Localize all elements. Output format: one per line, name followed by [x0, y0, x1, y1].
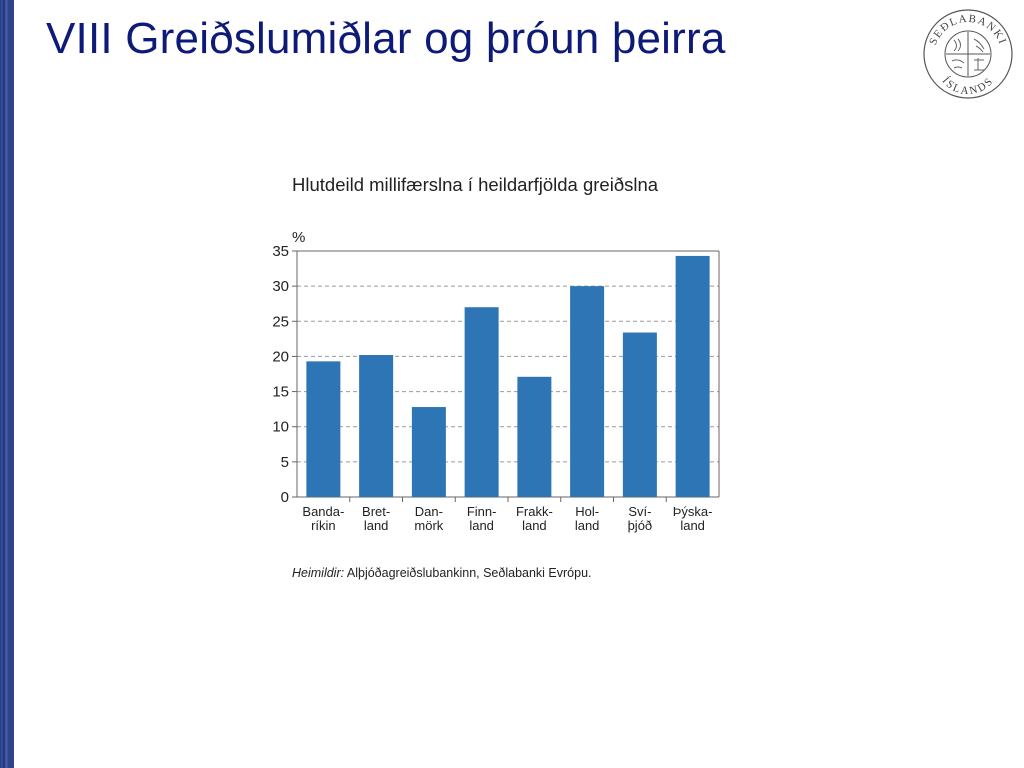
bar — [306, 361, 340, 497]
bar — [623, 333, 657, 497]
y-tick-label: 30 — [272, 278, 289, 296]
sedlabanki-islands-seal-icon — [918, 6, 1018, 102]
y-tick-label: 5 — [280, 453, 289, 471]
x-tick-label: Dan- — [414, 504, 443, 519]
y-tick-label: 25 — [272, 313, 289, 331]
x-tick-label: ríkin — [311, 518, 336, 533]
x-tick-label: þjóð — [627, 518, 653, 533]
chart-title: Hlutdeild millifærslna í heildarfjölda greiðslna — [292, 174, 659, 195]
x-tick-label: Finn- — [466, 504, 497, 519]
y-tick-label: 35 — [272, 243, 289, 260]
x-tick-label: land — [469, 518, 494, 533]
x-tick-label: land — [574, 518, 600, 533]
y-axis-unit-label: % — [292, 229, 306, 246]
source-note — [292, 566, 592, 580]
x-tick-label: Hol- — [575, 504, 600, 519]
x-tick-label: land — [522, 518, 547, 533]
bar — [412, 407, 446, 497]
bar — [676, 256, 710, 497]
bar — [517, 377, 551, 497]
bar — [570, 286, 604, 497]
x-tick-label: mörk — [414, 518, 444, 533]
x-tick-label: Banda- — [302, 504, 345, 519]
y-tick-label: 15 — [272, 383, 289, 401]
x-tick-label: Sví- — [628, 504, 652, 519]
left-decorative-stripe — [0, 0, 14, 768]
bar — [465, 307, 499, 497]
y-tick-label: 10 — [272, 418, 289, 436]
bar — [359, 355, 393, 497]
bar-chart — [250, 240, 740, 540]
slide-title: VIII Greiðslumiðlar og þróun þeirra — [46, 14, 726, 63]
source-text: Alþjóðagreiðslubankinn, Seðlabanki Evrópu. — [346, 566, 592, 580]
y-tick-label: 0 — [280, 489, 289, 506]
x-tick-label: Bret- — [362, 504, 391, 519]
x-tick-label: Frakk- — [515, 504, 553, 519]
source-label: Heimildir: — [292, 566, 345, 580]
x-tick-label: land — [680, 518, 705, 533]
logo-text-top: SEÐLABANKI — [927, 12, 1009, 47]
y-tick-label: 20 — [272, 348, 289, 366]
x-tick-label: land — [363, 518, 389, 533]
logo-text-bottom: ÍSLANDS — [939, 74, 997, 98]
x-tick-label: Þýska- — [672, 504, 713, 519]
